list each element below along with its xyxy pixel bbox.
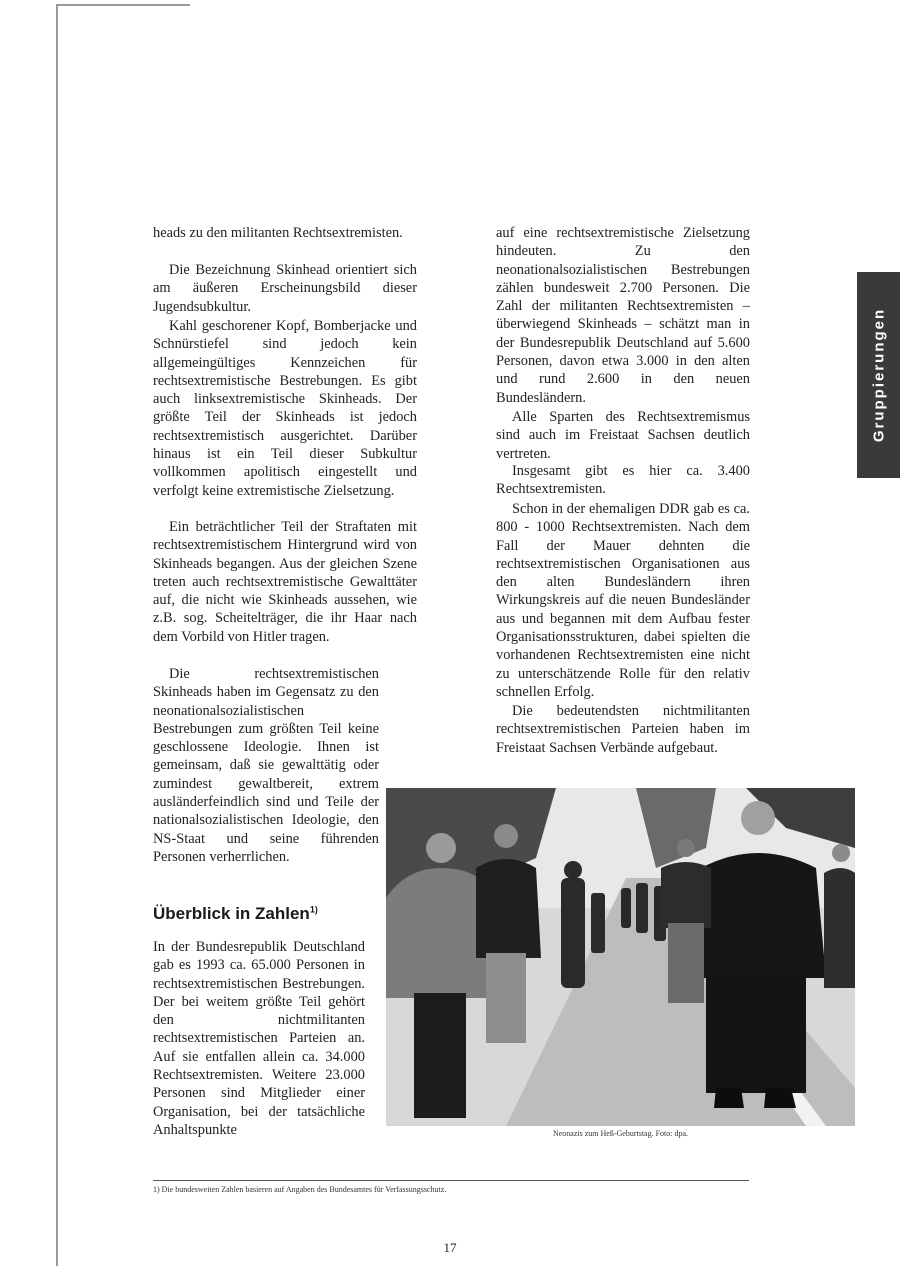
right-paragraph-5: Die bedeutendsten nichtmilitanten rechtsextremistischen Parteien haben im Freistaat Sachsen Verbände aufgebaut.	[496, 703, 750, 756]
scan-edge-left	[56, 4, 58, 1266]
footnote: 1) Die bundesweiten Zahlen basieren auf Angaben des Bundesamtes für Verfassungsschutz.	[153, 1185, 447, 1194]
photo	[386, 788, 855, 1126]
footnote-rule	[153, 1180, 749, 1181]
left-paragraph-2: Die Bezeichnung Skinhead orientiert sich am äußeren Erscheinungsbild dieser Jugendsubkultur.	[153, 262, 417, 315]
left-paragraph-3: Kahl geschorener Kopf, Bomberjacke und Schnürstiefel sind jedoch kein allgemeingültiges Kennzeichen für rechtsextremistische Bestrebungen. Es gibt auch linksextremistische Skinheads. Der größte Teil der Skinheads ist jedoch rechtsextremistisch ausgerichtet. Darüber hinaus ist ein Teil dieser Subkultur vollkommen apolitisch eingestellt und verfolgt keine extremistische Zielsetzung.	[153, 318, 417, 499]
section-heading-text: Überblick in Zahlen	[153, 904, 310, 923]
right-paragraph-4: Schon in der ehemaligen DDR gab es ca. 800 - 1000 Rechtsextremisten. Nach dem Fall der Mauer dehnten die rechtsextremistischen Organisationen aus den alten Bundesländern ihren Wirkungskreis auf die neuen Bundesländer aus und begannen mit dem Aufbau fester Organisationsstrukturen, dabei spielten die vorhandenen Rechtsextremisten eine nicht zu unterschätzende Rolle für den relativ schnellen Erfolg.	[496, 501, 750, 700]
left-paragraph-1: heads zu den militanten Rechtsextremisten.	[153, 225, 403, 241]
page-number: 17	[443, 1240, 457, 1255]
footnote-marker: 1)	[309, 904, 318, 915]
left-paragraph-4: Ein beträchtlicher Teil der Straftaten mit rechtsextremistischem Hintergrund wird von Skinheads begangen. Aus der gleichen Szene treten auch rechtsextremistische Gewalttäter auf, die nicht wie Skinheads aussehen, wie z.B. sog. Scheitelträger, die ihr Haar nach dem Vorbild von Hitler tragen.	[153, 519, 417, 645]
photo-illustration	[386, 788, 855, 1126]
photo-caption: Neonazis zum Heß-Geburtstag. Foto: dpa.	[552, 1129, 689, 1138]
right-paragraph-3: Insgesamt gibt es hier ca. 3.400 Rechtsextremisten.	[496, 463, 750, 498]
scan-edge-top	[56, 4, 190, 6]
right-paragraph-2: Alle Sparten des Rechtsextremismus sind auch im Freistaat Sachsen deutlich vertreten.	[496, 409, 750, 462]
side-tab	[857, 272, 900, 478]
section-heading	[153, 904, 318, 924]
side-tab-label: Gruppierungen	[870, 307, 887, 443]
left-paragraph-5: Die rechtsextremistischen Skinheads haben im Gegensatz zu den neonationalsozialistischen Bestrebungen zum größten Teil keine geschlossene Ideologie. Ihnen ist gemeinsam, daß sie gewalttätig oder zumindest gewaltbereit, extrem ausländerfeindlich sind und Teile der nationalsozialistischen Ideologie, den NS-Staat und seine führenden Personen verherrlichen.	[153, 666, 379, 865]
section-paragraph: In der Bundesrepublik Deutschland gab es 1993 ca. 65.000 Personen in rechtsextremistischen Bestrebungen. Der bei weitem größte Teil gehört den nichtmilitanten rechtsextremistischen Parteien an. Auf sie entfallen allein ca. 34.000 Rechtsextremisten. Weitere 23.000 Personen sind Mitglieder einer Organisation, bei der tatsächliche Anhaltspunkte	[153, 939, 365, 1138]
right-paragraph-1: auf eine rechtsextremistische Zielsetzung hindeuten. Zu den neonationalsozialistischen Bestrebungen zählen bundesweit 2.700 Personen. Die Zahl der militanten Rechtsextremisten – überwiegend Skinheads – schätzt man in der Bundesrepublik Deutschland auf 5.600 Personen, davon etwa 3.000 in den alten und rund 2.600 in den neuen Bundesländern.	[496, 225, 750, 406]
